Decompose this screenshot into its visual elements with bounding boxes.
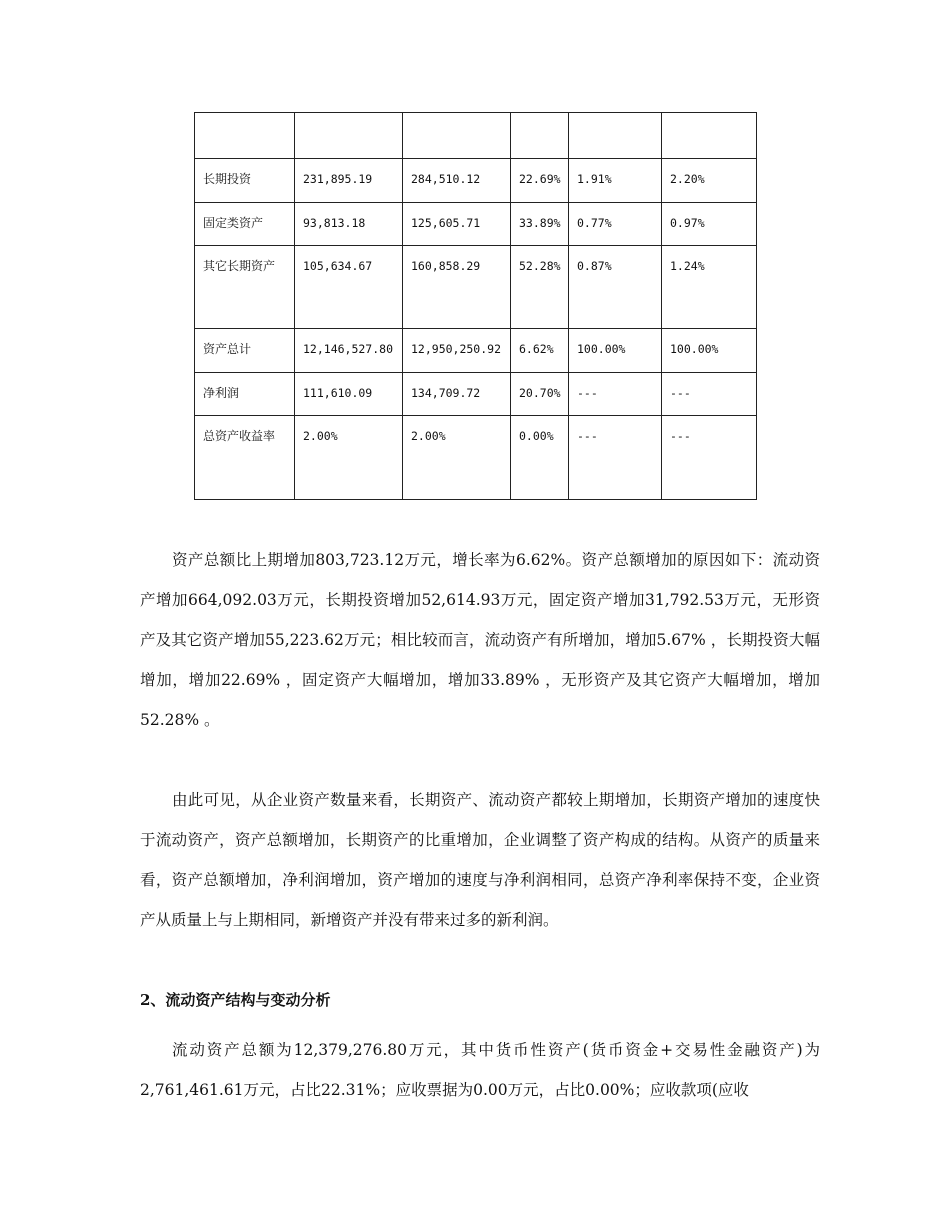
value-cell: 20.70% bbox=[511, 373, 569, 416]
paragraph-asset-change: 资产总额比上期增加803,723.12万元，增长率为6.62%。资产总额增加的原因如下：流动资产增加664,092.03万元，长期投资增加52,614.93万元，固定资产增加31,792.53万元，无形资产及其它资产增加55,223.62万元；相比较而言，流动资产有所增加，增加5.67% ，长期投资大幅增加，增加22.69% ，固定资产大幅增加，增加33.89% ，无形资产及其它资产大幅增加，增加52.28% 。 bbox=[140, 551, 820, 729]
value-cell: 12,950,250.92 bbox=[403, 329, 511, 373]
value-cell bbox=[662, 113, 757, 159]
value-cell: 125,605.71 bbox=[403, 203, 511, 246]
table-row bbox=[195, 416, 757, 500]
value-cell: 0.97% bbox=[662, 203, 757, 246]
value-cell: --- bbox=[569, 416, 662, 500]
value-cell bbox=[403, 113, 511, 159]
value-cell: 0.87% bbox=[569, 246, 662, 329]
value-cell: 2.00% bbox=[295, 416, 403, 500]
value-cell: 100.00% bbox=[569, 329, 662, 373]
value-cell: 105,634.67 bbox=[295, 246, 403, 329]
value-cell: 2.00% bbox=[403, 416, 511, 500]
value-cell: 33.89% bbox=[511, 203, 569, 246]
paragraph-current-assets: 流动资产总额为12,379,276.80万元，其中货币性资产(货币资金+交易性金融资产)为2,761,461.61万元，占比22.31%；应收票据为0.00万元，占比0.00%；应收款项(应收 bbox=[140, 1041, 820, 1099]
row-label-cell: 总资产收益率 bbox=[195, 416, 295, 500]
value-cell: 0.00% bbox=[511, 416, 569, 500]
table-header-row bbox=[195, 113, 757, 159]
value-cell: 1.24% bbox=[662, 246, 757, 329]
row-label-cell bbox=[195, 113, 295, 159]
value-cell: 160,858.29 bbox=[403, 246, 511, 329]
value-cell: --- bbox=[662, 373, 757, 416]
value-cell: 93,813.18 bbox=[295, 203, 403, 246]
asset-table bbox=[194, 112, 757, 500]
value-cell: 22.69% bbox=[511, 159, 569, 203]
value-cell: 12,146,527.80 bbox=[295, 329, 403, 373]
value-cell: 231,895.19 bbox=[295, 159, 403, 203]
value-cell bbox=[569, 113, 662, 159]
table-row bbox=[195, 246, 757, 329]
row-label-cell: 长期投资 bbox=[195, 159, 295, 203]
row-label-cell: 净利润 bbox=[195, 373, 295, 416]
value-cell: 100.00% bbox=[662, 329, 757, 373]
row-label-cell: 其它长期资产 bbox=[195, 246, 295, 329]
value-cell: 284,510.12 bbox=[403, 159, 511, 203]
value-cell: 52.28% bbox=[511, 246, 569, 329]
table-row bbox=[195, 329, 757, 373]
table-row bbox=[195, 373, 757, 416]
value-cell bbox=[511, 113, 569, 159]
value-cell: --- bbox=[662, 416, 757, 500]
value-cell: 0.77% bbox=[569, 203, 662, 246]
value-cell: 2.20% bbox=[662, 159, 757, 203]
table-row bbox=[195, 203, 757, 246]
value-cell: 6.62% bbox=[511, 329, 569, 373]
value-cell: 111,610.09 bbox=[295, 373, 403, 416]
row-label-cell: 固定类资产 bbox=[195, 203, 295, 246]
value-cell: --- bbox=[569, 373, 662, 416]
section-heading: 2、流动资产结构与变动分析 bbox=[140, 991, 331, 1009]
row-label-cell: 资产总计 bbox=[195, 329, 295, 373]
paragraph-asset-conclusion: 由此可见，从企业资产数量来看，长期资产、流动资产都较上期增加，长期资产增加的速度快于流动资产，资产总额增加，长期资产的比重增加，企业调整了资产构成的结构。从资产的质量来看，资产总额增加，净利润增加，资产增加的速度与净利润相同，总资产净利率保持不变，企业资产从质量上与上期相同，新增资产并没有带来过多的新利润。 bbox=[140, 791, 820, 929]
table-row bbox=[195, 159, 757, 203]
value-cell: 134,709.72 bbox=[403, 373, 511, 416]
value-cell bbox=[295, 113, 403, 159]
value-cell: 1.91% bbox=[569, 159, 662, 203]
